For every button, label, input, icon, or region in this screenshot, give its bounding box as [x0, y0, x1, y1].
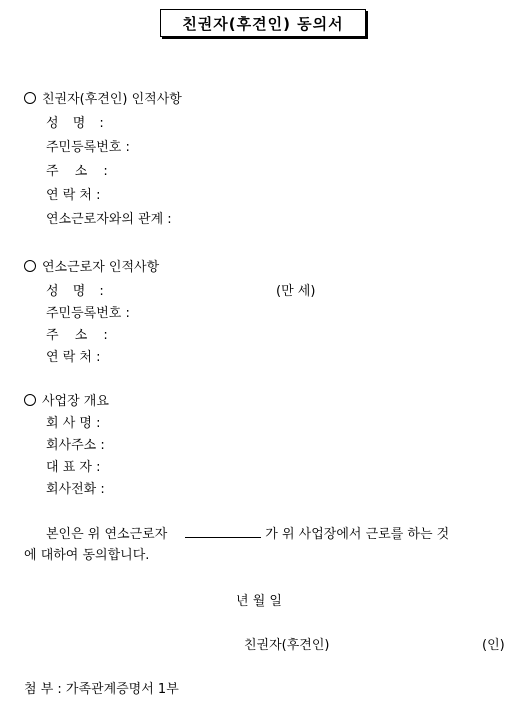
company-name-field: 회 사 명 : [46, 416, 101, 431]
company-address-field: 회사주소 : [46, 438, 105, 453]
company-representative-field: 대 표 자 : [46, 460, 101, 475]
workplace-section-heading: 사업장 개요 [24, 394, 109, 410]
guardian-address-field: 주 소 : [46, 164, 108, 179]
consent-statement-line2: 에 대하여 동의합니다. [24, 548, 150, 563]
minor-section-heading: 연소근로자 인적사항 [24, 260, 159, 276]
guardian-contact-field: 연 락 처 : [46, 188, 101, 203]
attachment-note: 첨 부 : 가족관계증명서 1부 [24, 682, 179, 697]
guardian-id-number-field: 주민등록번호 : [46, 140, 130, 155]
form-title: 친권자(후견인) 동의서 [160, 9, 366, 37]
circle-bullet-icon [24, 260, 36, 272]
circle-bullet-icon [24, 92, 36, 104]
minor-id-number-field: 주민등록번호 : [46, 306, 130, 321]
guardian-relationship-field: 연소근로자와의 관계 : [46, 212, 172, 227]
minor-name-field: 성 명 : [46, 284, 104, 299]
company-phone-field: 회사전화 : [46, 482, 105, 497]
minor-address-field: 주 소 : [46, 328, 108, 343]
seal-placeholder: (인) [482, 638, 505, 653]
consent-statement-line1: 본인은 위 연소근로자 가 위 사업장에서 근로를 하는 것 [46, 527, 450, 542]
guardian-section-heading: 친권자(후견인) 인적사항 [24, 92, 182, 108]
circle-bullet-icon [24, 394, 36, 406]
minor-contact-field: 연 락 처 : [46, 350, 101, 365]
minor-age-field: (만 세) [276, 284, 316, 299]
minor-name-blank [185, 526, 261, 538]
date-line: 년 월 일 [236, 594, 282, 609]
signature-label: 친권자(후견인) [244, 638, 330, 653]
guardian-name-field: 성 명 : [46, 116, 104, 131]
